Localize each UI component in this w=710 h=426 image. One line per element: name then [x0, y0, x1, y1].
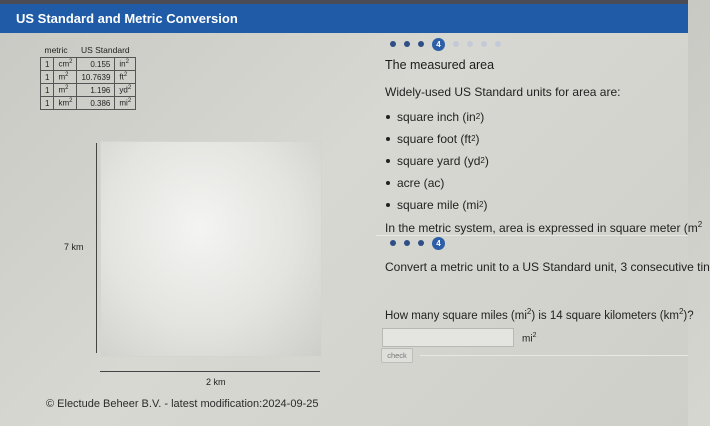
progress-dot [453, 41, 459, 47]
list-item: square inch ( in 2 ) [386, 106, 489, 128]
table-row [41, 58, 136, 71]
main-content [0, 33, 710, 426]
us-unit: $mi^2$ [115, 97, 136, 110]
metric-unit: $cm^2$ [54, 58, 77, 71]
metric-value: 1 [41, 97, 54, 110]
height-dimension-line [96, 143, 97, 353]
progress-dot [418, 240, 424, 246]
task-progress-indicator [390, 236, 445, 250]
metric-unit: $m^2$ [54, 71, 77, 84]
section-title: The measured area [385, 58, 495, 72]
check-button[interactable]: check [381, 348, 413, 363]
app-header [0, 0, 688, 33]
bullet-icon [386, 181, 390, 185]
progress-step-current: 4 [432, 237, 445, 250]
bullet-icon [386, 159, 390, 163]
table-header-row [41, 45, 136, 58]
metric-unit: $m^2$ [54, 84, 77, 97]
list-item: square mile ( mi 2 ) [386, 194, 489, 216]
list-item: acre ( ac ) [386, 172, 489, 194]
units-list [386, 106, 489, 216]
conversion-table [40, 45, 136, 110]
us-value: 0.386 [77, 97, 115, 110]
column-header-us-standard: US Standard [80, 45, 130, 55]
progress-dot [404, 41, 410, 47]
list-item: square yard ( yd 2 ) [386, 150, 489, 172]
metric-unit: $km^2$ [54, 97, 77, 110]
progress-dot [390, 240, 396, 246]
us-unit: $in^2$ [115, 58, 136, 71]
task-instruction: Convert a metric unit to a US Standard unit, 3 consecutive tin [385, 260, 710, 274]
metric-value: 1 [41, 84, 54, 97]
progress-dot [418, 41, 424, 47]
section-divider [420, 355, 688, 356]
table-row [41, 97, 136, 110]
us-unit: $yd^2$ [115, 84, 136, 97]
progress-dot [404, 240, 410, 246]
table-row [41, 71, 136, 84]
app-title: US Standard and Metric Conversion [16, 11, 238, 26]
question-text: How many square miles $(mi^2)$ is 14 square kilometers $(km^2)$? [385, 307, 694, 322]
height-label: 7 km [64, 242, 84, 252]
column-header-metric: metric [44, 45, 68, 55]
width-label: 2 km [206, 377, 226, 387]
window-edge [0, 0, 688, 4]
list-item: square foot ( ft 2 ) [386, 128, 489, 150]
progress-dot [390, 41, 396, 47]
metric-system-text: In the metric system, area is expressed in square meter ($m^2$ [385, 220, 703, 235]
us-unit: $ft^2$ [115, 71, 136, 84]
us-value: 1.196 [77, 84, 115, 97]
progress-indicator [390, 37, 501, 51]
progress-dot [481, 41, 487, 47]
answer-input[interactable] [382, 328, 514, 347]
answer-unit: $mi^2$ [522, 332, 537, 345]
metric-value: 1 [41, 71, 54, 84]
progress-step-current: 4 [432, 38, 445, 51]
width-dimension-line [100, 371, 320, 372]
copyright-footer: © Electude Beheer B.V. - latest modification:2024-09-25 [46, 398, 319, 410]
bullet-icon [386, 115, 390, 119]
us-value: 0.155 [77, 58, 115, 71]
progress-dot [495, 41, 501, 47]
area-rectangle [100, 141, 322, 357]
us-value: 10.7639 [77, 71, 115, 84]
bullet-icon [386, 203, 390, 207]
table-row [41, 84, 136, 97]
progress-dot [467, 41, 473, 47]
metric-value: 1 [41, 58, 54, 71]
intro-text: Widely-used US Standard units for area are: [385, 85, 621, 99]
bullet-icon [386, 137, 390, 141]
